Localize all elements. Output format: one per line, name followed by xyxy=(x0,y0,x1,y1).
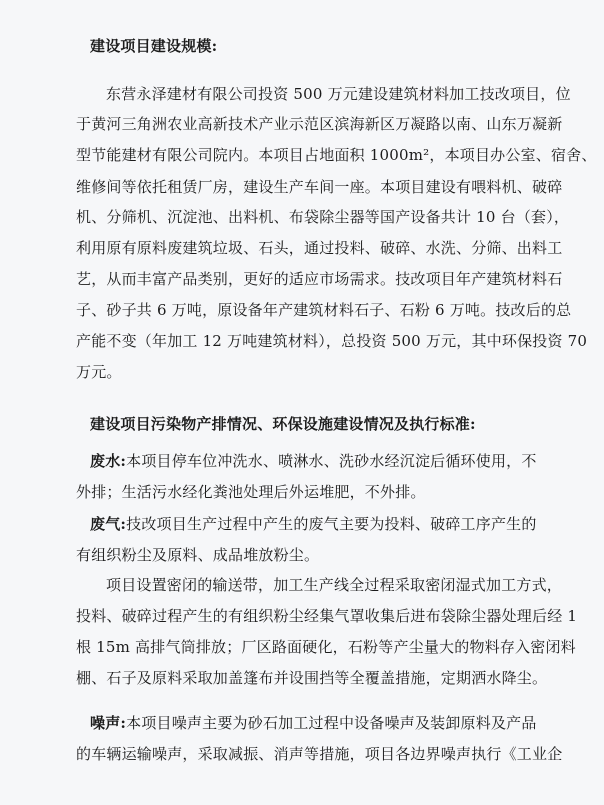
noise-line-1 xyxy=(90,713,568,733)
scale-line-7: 艺，从而丰富产品类别，更好的适应市场需求。技改项目年产建筑材料石 xyxy=(76,270,563,288)
water-line-2: 外排；生活污水经化粪池处理后外运堆肥，不外排。 xyxy=(76,483,426,501)
scale-line-4: 维修间等依托租赁厂房，建设生产车间一座。本项目建设有喂料机、破碎 xyxy=(76,178,563,196)
measure-line-1: 项目设置密闭的输送带，加工生产线全过程采取密闭湿式加工方式， xyxy=(106,576,563,594)
heading-pollution: 建设项目污染物产排情况、环保设施建设情况及执行标准: xyxy=(90,415,476,433)
scale-line-8: 子、砂子共 6 万吨，原设备年产建筑材料石子、石粉 6 万吨。技改后的总 xyxy=(76,301,572,319)
scale-line-10: 万元。 xyxy=(76,363,122,381)
scale-line-6: 利用原有原料废建筑垃圾、石头，通过投料、破碎、水洗、分筛、出料工 xyxy=(76,239,563,257)
noise-label: 噪声: xyxy=(90,714,127,732)
gas-line-1 xyxy=(90,514,568,534)
gas-line-2: 有组织粉尘及原料、成品堆放粉尘。 xyxy=(76,546,320,564)
gas-label: 废气: xyxy=(90,515,127,533)
scale-line-2: 于黄河三角洲农业高新技术产业示范区滨海新区万凝路以南、山东万凝新 xyxy=(76,115,563,133)
measure-line-2: 投料、破碎过程产生的有组织粉尘经集气罩收集后进布袋除尘器处理后经 1 xyxy=(76,607,578,625)
measure-line-3: 根 15m 高排气筒排放；厂区路面硬化，石粉等产尘量大的物料存入密闭料 xyxy=(76,638,576,656)
scale-line-1: 东营永泽建材有限公司投资 500 万元建设建筑材料加工技改项目，位 xyxy=(106,85,571,103)
gas-text-1: 技改项目生产过程中产生的废气主要为投料、破碎工序产生的 xyxy=(126,515,537,533)
water-label: 废水: xyxy=(90,452,127,470)
noise-text-1: 本项目噪声主要为砂石加工过程中设备噪声及装卸原料及产品 xyxy=(126,714,537,732)
water-text-1: 本项目停车位冲洗水、喷淋水、洗砂水经沉淀后循环使用，不 xyxy=(126,452,537,470)
scale-line-9: 产能不变（年加工 12 万吨建筑材料），总投资 500 万元，其中环保投资 70 xyxy=(76,332,588,350)
scale-line-3: 型节能建材有限公司院内。本项目占地面积 1000m²，本项目办公室、宿舍、 xyxy=(76,146,597,164)
heading-construction-scale: 建设项目建设规模: xyxy=(90,37,218,55)
water-line-1 xyxy=(90,451,568,471)
noise-line-2: 的车辆运输噪声，采取减振、消声等措施，项目各边界噪声执行《工业企 xyxy=(76,745,563,763)
measure-line-4: 棚、石子及原料采取加盖篷布并设围挡等全覆盖措施，定期洒水降尘。 xyxy=(76,669,548,687)
scale-line-5: 机、分筛机、沉淀池、出料机、布袋除尘器等国产设备共计 10 台（套）， xyxy=(76,208,570,226)
